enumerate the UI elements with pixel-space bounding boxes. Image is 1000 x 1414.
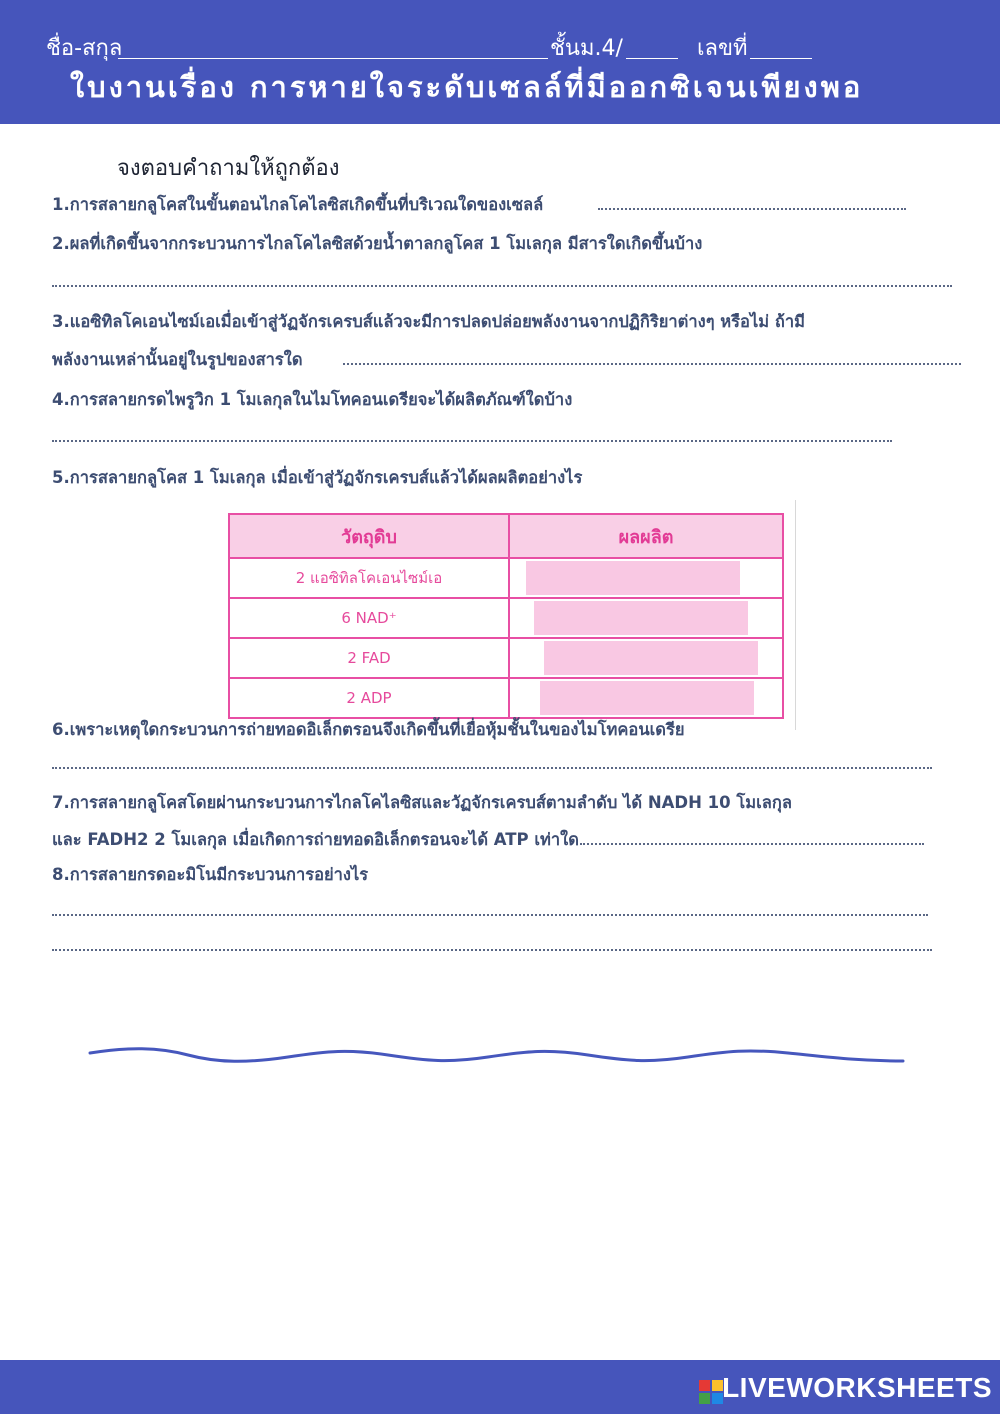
answer-box-1[interactable] bbox=[526, 561, 740, 595]
footer-banner bbox=[0, 1360, 1000, 1414]
table-answer-cell[interactable] bbox=[509, 598, 783, 638]
table-answer-cell[interactable] bbox=[509, 678, 783, 718]
table-row-input: 2 FAD bbox=[229, 638, 509, 678]
name-input-line[interactable] bbox=[118, 58, 548, 59]
krebs-product-table bbox=[228, 513, 786, 714]
class-input-line[interactable] bbox=[626, 58, 678, 59]
name-label: ชื่อ-สกุล bbox=[46, 36, 123, 61]
liveworksheets-logo-icon bbox=[699, 1380, 723, 1404]
question-3: 3.แอซิทิลโคเอนไซม์เอเมื่อเข้าสู่วัฏจักรเครบส์แล้วจะมีการปลดปล่อยพลังงานจากปฏิกิริยาต่างๆ หรือไม่ ถ้ามี bbox=[52, 312, 806, 331]
answer-line-1[interactable] bbox=[598, 208, 906, 210]
table-answer-cell[interactable] bbox=[509, 638, 783, 678]
class-label: ชั้นม.4/ bbox=[550, 36, 623, 61]
brand-name[interactable]: LIVEWORKSHEETS bbox=[722, 1372, 992, 1403]
scan-edge-line bbox=[795, 500, 796, 730]
table-row-input: 2 ADP bbox=[229, 678, 509, 718]
question-8: 8.การสลายกรดอะมิโนมีกระบวนการอย่างไร bbox=[52, 865, 369, 884]
answer-line-3[interactable] bbox=[343, 363, 961, 365]
answer-box-4[interactable] bbox=[540, 681, 754, 715]
answer-box-2[interactable] bbox=[534, 601, 748, 635]
instruction-text: จงตอบคำถามให้ถูกต้อง bbox=[117, 156, 340, 181]
question-1: 1.การสลายกลูโคสในขั้นตอนไกลโคไลซิสเกิดขึ้นที่บริเวณใดของเซลล์ bbox=[52, 195, 544, 214]
number-label: เลขที่ bbox=[697, 36, 748, 61]
worksheet-title: ใบงานเรื่อง การหายใจระดับเซลล์ที่มีออกซิเจนเพียงพอ bbox=[70, 70, 864, 104]
table-row-input: 2 แอซิทิลโคเอนไซม์เอ bbox=[229, 558, 509, 598]
table-row-input: 6 NAD⁺ bbox=[229, 598, 509, 638]
question-5: 5.การสลายกลูโคส 1 โมเลกุล เมื่อเข้าสู่วัฏจักรเครบส์แล้วได้ผลผลิตอย่างไร bbox=[52, 468, 583, 487]
wavy-divider bbox=[88, 1045, 908, 1075]
question-7-cont: และ FADH2 2 โมเลกุล เมื่อเกิดการถ่ายทอดอิเล็กตรอนจะได้ ATP เท่าใด bbox=[52, 830, 579, 849]
answer-line-2[interactable] bbox=[52, 285, 952, 287]
question-7: 7.การสลายกลูโคสโดยผ่านกระบวนการไกลโคไลซิสและวัฏจักรเครบส์ตามลำดับ ได้ NADH 10 โมเลกุล bbox=[52, 793, 792, 812]
answer-line-6[interactable] bbox=[52, 767, 932, 769]
answer-line-4[interactable] bbox=[52, 440, 892, 442]
question-4: 4.การสลายกรดไพรูวิก 1 โมเลกุลในไมโทคอนเดรียจะได้ผลิตภัณฑ์ใดบ้าง bbox=[52, 390, 573, 409]
answer-line-7[interactable] bbox=[580, 843, 924, 845]
question-2: 2.ผลที่เกิดขึ้นจากกระบวนการไกลโคไลซิสด้วยน้ำตาลกลูโคส 1 โมเลกุล มีสารใดเกิดขึ้นบ้าง bbox=[52, 234, 703, 253]
answer-line-8b[interactable] bbox=[52, 949, 932, 951]
answer-line-8a[interactable] bbox=[52, 914, 928, 916]
table-header-input: วัตถุดิบ bbox=[229, 514, 509, 558]
number-input-line[interactable] bbox=[750, 58, 812, 59]
header-banner bbox=[0, 0, 1000, 124]
answer-box-3[interactable] bbox=[544, 641, 758, 675]
table-answer-cell[interactable] bbox=[509, 558, 783, 598]
question-6: 6.เพราะเหตุใดกระบวนการถ่ายทอดอิเล็กตรอนจึงเกิดขึ้นที่เยื่อหุ้มชั้นในของไมโทคอนเดรีย bbox=[52, 720, 685, 739]
question-3-cont: พลังงานเหล่านั้นอยู่ในรูปของสารใด bbox=[52, 350, 303, 369]
table-header-output: ผลผลิต bbox=[509, 514, 783, 558]
